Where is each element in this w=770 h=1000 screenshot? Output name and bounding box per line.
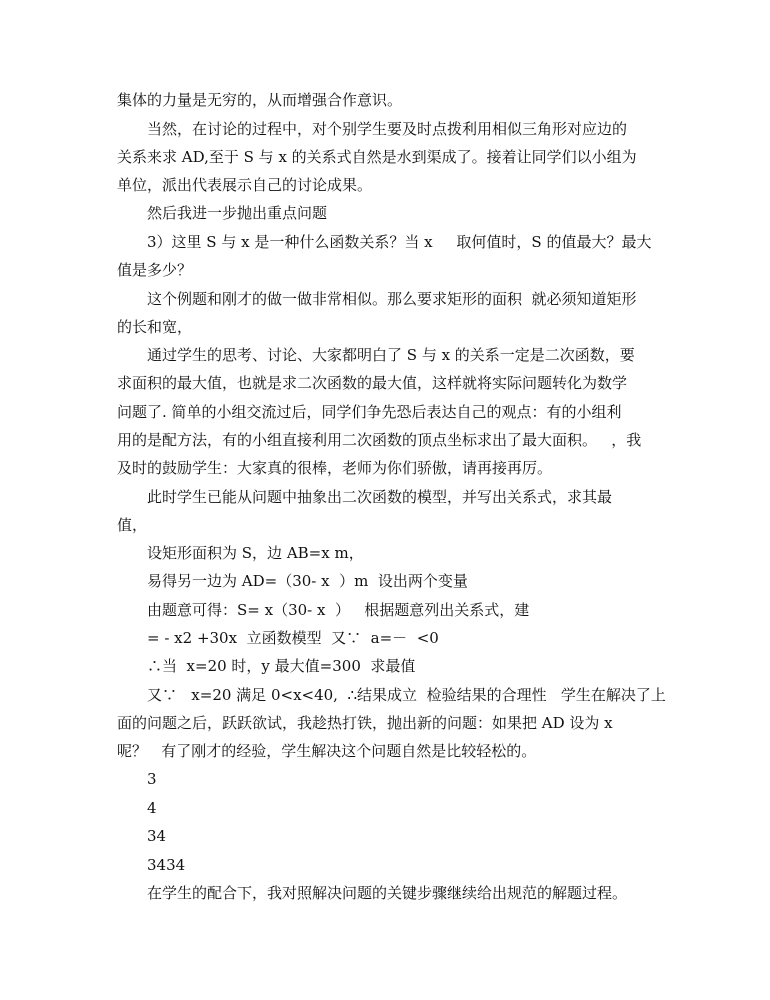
text-line: 这个例题和刚才的做一做非常相似。那么要求矩形的面积 就必须知道矩形 xyxy=(147,290,637,308)
text-line: 面的问题之后，跃跃欲试，我趁热打铁，抛出新的问题：如果把 AD 设为 x xyxy=(117,714,613,732)
text-line: 此时学生已能从问题中抽象出二次函数的模型，并写出关系式，求其最 xyxy=(147,488,613,506)
text-line: 由题意可得：S= x（30- x ） 根据题意列出关系式，建 xyxy=(147,601,530,619)
text-line: 问题了. 简单的小组交流过后，同学们争先恐后表达自己的观点：有的小组利 xyxy=(117,403,622,421)
text-line: 3）这里 S 与 x 是一种什么函数关系？当 x 取何值时，S 的值最大？最大 xyxy=(147,233,652,251)
text-line: 4 xyxy=(147,799,157,817)
text-line: 在学生的配合下，我对照解决问题的关键步骤继续给出规范的解题过程。 xyxy=(147,884,628,902)
text-line: 及时的鼓励学生：大家真的很棒，老师为你们骄傲，请再接再厉。 xyxy=(117,459,553,477)
text-line: 易得另一边为 AD=（30- x ）m 设出两个变量 xyxy=(147,572,468,590)
text-line: 3434 xyxy=(147,856,186,874)
text-line: 34 xyxy=(147,827,167,845)
text-line: 值， xyxy=(117,516,148,534)
text-line: 呢？ 有了刚才的经验，学生解决这个问题自然是比较轻松的。 xyxy=(117,742,537,760)
text-line: 单位，派出代表展示自己的讨论成果。 xyxy=(117,176,373,194)
text-line: 当然，在讨论的过程中，对个别学生要及时点拨利用相似三角形对应边的 xyxy=(147,120,628,138)
text-line: 关系来求 AD,至于 S 与 x 的关系式自然是水到渠成了。接着让同学们以小组为 xyxy=(117,148,637,166)
text-line: 用的是配方法，有的小组直接利用二次函数的顶点坐标求出了最大面积。 ，我 xyxy=(117,431,642,449)
text-line: 的长和宽， xyxy=(117,318,193,336)
text-line: 3 xyxy=(147,770,157,788)
text-line: 集体的力量是无穷的，从而增强合作意识。 xyxy=(117,91,403,109)
text-line: ∴当 x=20 时，y 最大值=300 求最值 xyxy=(147,657,416,675)
text-line: 通过学生的思考、讨论、大家都明白了 S 与 x 的关系一定是二次函数，要 xyxy=(147,346,635,364)
text-line: 又∵ x=20 满足 0<x<40, ∴结果成立 检验结果的合理性 学生在解决了上 xyxy=(147,686,666,704)
text-line: 值是多少？ xyxy=(117,261,193,279)
text-line: 设矩形面积为 S，边 AB=x m， xyxy=(147,544,364,562)
text-line: 求面积的最大值，也就是求二次函数的最大值，这样就将实际问题转化为数学 xyxy=(117,374,628,392)
text-line: 然后我进一步抛出重点问题 xyxy=(147,204,328,222)
text-line: = - x2 +30x 立函数模型 又∵ a=－ <0 xyxy=(147,629,439,647)
